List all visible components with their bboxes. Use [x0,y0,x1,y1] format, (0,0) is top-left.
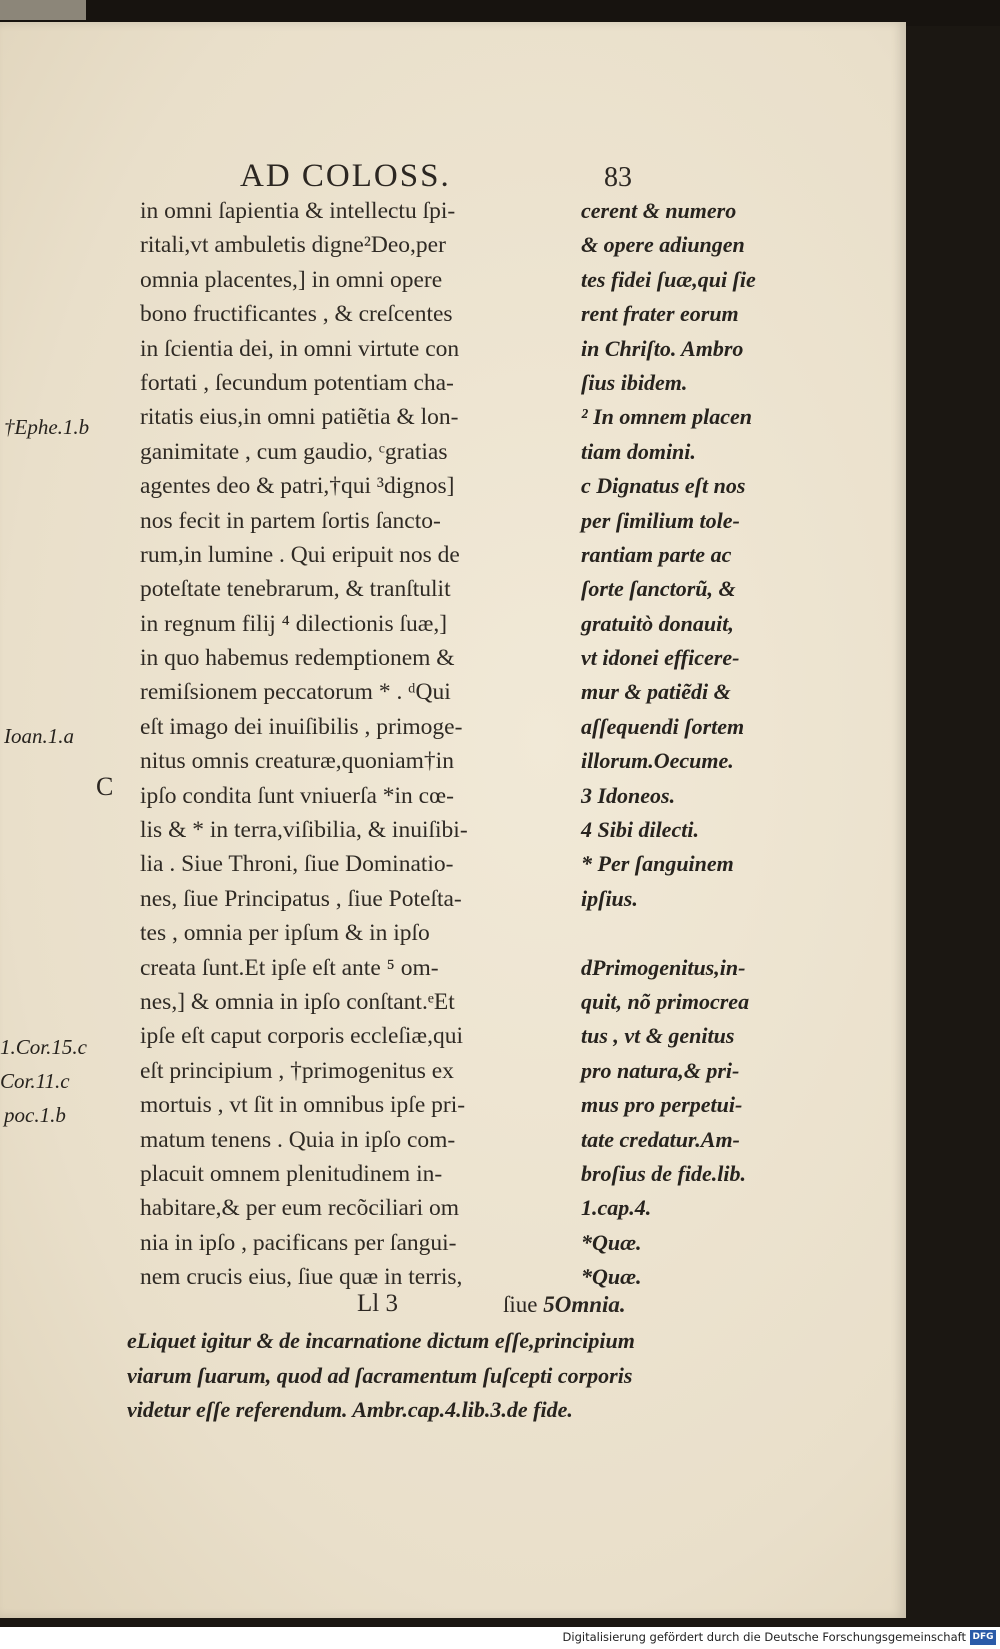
margin-ref-1-cor-15: 1.Cor.15.c [0,1035,87,1059]
main-text-line: eſt imago dei inuiſibilis , primoge- [140,713,463,740]
gloss-line: illorum.Oecume. [581,748,734,774]
main-text-line: nitus omnis creaturæ,quoniam†in [140,748,454,775]
main-text-line: ipſo condita ſunt vniuerſa *in cœ- [140,782,454,809]
margin-ref-john: Ioan.1.a [4,724,74,748]
gloss-column [581,194,791,1295]
gloss-line: tate credatur.Am- [581,1126,740,1152]
section-letter: C [96,772,114,801]
gloss-line: tus , vt & genitus [581,1023,735,1049]
gloss-line: rantiam parte ac [581,541,732,567]
gloss-line: 4 Sibi dilecti. [581,817,699,843]
gloss-line: tiam domini. [581,438,696,464]
gloss-line: c Dignatus eſt nos [581,473,746,499]
gloss-line: * Per ſanguinem [581,851,734,877]
main-text-line: matum tenens . Quia in ipſo com- [140,1126,456,1153]
footnote-line: eLiquet igitur & de incarnatione dictum eſſe,principium [127,1328,635,1353]
main-text-line: ritali,vt ambuletis digne²Deo,per [140,232,446,259]
gloss-line: cerent & numero [581,198,737,223]
margin-ref-ephesians: †Ephe.1.b [4,415,90,439]
footnote-line: viarum ſuarum, quod ad ſacramentum ſuſcepti corporis [127,1362,633,1388]
main-text-line: nos fecit in partem ſortis ſancto- [140,507,441,534]
main-text-line: placuit omnem plenitudinem in- [140,1160,443,1187]
main-text-line: ipſe eſt caput corporis eccleſiæ,qui [140,1023,464,1050]
gloss-line: ² In omnem placen [581,404,752,430]
main-text-line: tes , omnia per ipſum & in ipſo [140,920,430,947]
main-text-line: mortuis , vt ſit in omnibus ipſe pri- [140,1092,466,1119]
margin-ref-cor-11: Cor.11.c [0,1069,70,1093]
gloss-line: tes fidei ſuæ,qui ſie [581,266,756,292]
page-number: 83 [604,162,632,193]
main-text-line: nia in ipſo , pacificans per ſangui- [140,1229,457,1256]
main-text-line: ritatis eius,in omni patiẽtia & lon- [140,404,459,431]
main-text-line: rum,in lumine . Qui eripuit nos de [140,541,460,568]
main-text-line: bono fructificantes , & creſcentes [140,301,453,328]
main-text-line: fortati , ſecundum potentiam cha- [140,369,454,396]
main-text-line: eſt principium , †primogenitus ex [140,1057,454,1084]
credit-bar [0,1627,1000,1649]
book-page [0,22,906,1618]
gloss-line: in Chriſto. Ambro [581,335,744,361]
catchword-note: 5Omnia. [543,1292,626,1317]
main-text-line: remiſsionem peccatorum * . ᵈQui [140,679,451,706]
signature-mark: Ll 3 [357,1290,398,1317]
main-text-line: in ſcientia dei, in omni virtute con [140,335,460,362]
main-text-line: in regnum filij ⁴ dilectionis ſuæ,] [140,610,448,637]
footnote-line: videtur eſſe referendum. Ambr.cap.4.lib.3.de fide. [127,1397,573,1422]
catchword [503,1292,626,1318]
credit-text: Digitalisierung gefördert durch die Deutsche Forschungsgemeinschaft [562,1630,966,1644]
gloss-line: & opere adiungen [581,232,745,258]
gloss-line: 3 Idoneos. [581,782,676,808]
gloss-line: *Quæ. [581,1264,642,1290]
main-text-line: lia . Siue Throni, ſiue Dominatio- [140,851,454,878]
footnote [127,1324,787,1428]
main-text-line: habitare,& per eum recõciliari om [140,1195,460,1222]
gloss-line: pro natura,& pri- [581,1057,740,1083]
main-text-line: nes, ſiue Principatus , ſiue Poteſta- [140,885,462,912]
main-text-line: ganimitate , cum gaudio, ᶜgratias [140,438,448,465]
main-text-line: creata ſunt.Et ipſe eſt ante ⁵ om- [140,954,439,981]
main-text-line: lis & * in terra,viſibilia, & inuiſibi- [140,817,468,844]
main-text-line: omnia placentes,] in omni opere [140,266,443,293]
gloss-line: aſſequendi ſortem [581,713,745,739]
gloss-line: dPrimogenitus,in- [581,954,746,980]
gloss-line: *Quæ. [581,1229,642,1255]
main-text-line: poteſtate tenebrarum, & tranſtulit [140,576,451,603]
gloss-line: ſius ibidem. [581,369,688,395]
gloss-line: broſius de fide.lib. [581,1160,746,1186]
main-text-line: nem crucis eius, ſiue quæ in terris, [140,1264,463,1291]
gloss-line [581,916,791,950]
gloss-line: 1.cap.4. [581,1195,652,1221]
gloss-line: per ſimilium tole- [581,507,740,533]
main-text-line: nes,] & omnia in ipſo conſtant.ᵉEt [140,988,455,1015]
gloss-line: quit, nõ primocrea [581,988,750,1014]
main-text-line: in quo habemus redemptionem & [140,645,455,672]
dfg-logo-icon: DFG [970,1630,996,1645]
scan-border-tab [0,0,86,20]
running-title: AD COLOSS. [240,158,451,194]
catchword-word: ſiue [503,1292,538,1317]
gloss-line: mur & patiẽdi & [581,679,731,705]
gloss-line: ſorte ſanctorũ, & [581,576,736,602]
margin-ref-apoc: poc.1.b [4,1103,66,1127]
gloss-line: rent frater eorum [581,301,739,327]
main-text-column [140,194,580,1295]
main-text-line: in omni ſapientia & intellectu ſpi- [140,198,456,224]
gloss-line: vt idonei efficere- [581,645,740,671]
gloss-line: ipſius. [581,885,638,911]
gloss-line: gratuitò donauit, [581,610,734,636]
gloss-line: mus pro perpetui- [581,1092,743,1118]
main-text-line: agentes deo & patri,†qui ³dignos] [140,473,455,500]
